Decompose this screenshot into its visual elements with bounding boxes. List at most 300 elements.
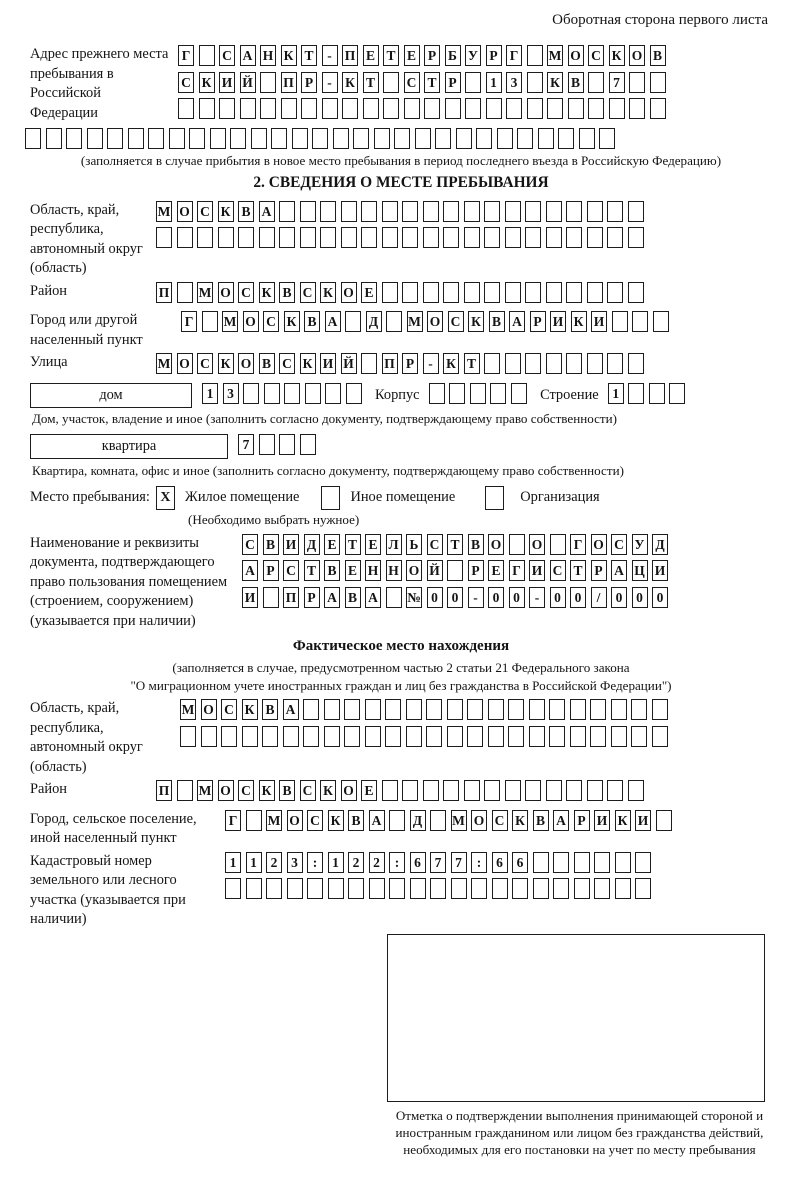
char-cell <box>484 780 500 801</box>
char-cell: Е <box>488 560 504 581</box>
char-cell <box>464 227 480 248</box>
char-cell <box>426 726 442 747</box>
char-cell: К <box>615 810 631 831</box>
char-cell: Ь <box>406 534 422 555</box>
char-cell: С <box>263 311 279 332</box>
char-cell <box>484 353 500 374</box>
char-cell: 0 <box>488 587 504 608</box>
char-cell: С <box>197 353 213 374</box>
char-cell: : <box>307 852 323 873</box>
char-cell <box>628 282 644 303</box>
char-cell: В <box>324 560 340 581</box>
char-cell: П <box>156 780 172 801</box>
char-cell: А <box>325 311 341 332</box>
char-cell <box>374 128 390 149</box>
char-cell <box>394 128 410 149</box>
char-cell <box>423 780 439 801</box>
apartment-type-input: квартира <box>30 434 228 459</box>
prev-address-note: (заполняется в случае прибытия в новое место пребывания в период последнего въезда в Российскую Федерацию) <box>80 152 722 168</box>
korpus-boxes <box>429 383 532 404</box>
cadastral-label: Кадастровый номер земельного или лесного участка (указывается при наличии) <box>30 852 186 927</box>
field-prev-address <box>30 45 772 125</box>
char-cell <box>574 852 590 873</box>
prev-address-row-1 <box>178 45 670 66</box>
char-cell: К <box>284 311 300 332</box>
char-cell: Е <box>404 45 420 66</box>
char-cell: Б <box>445 45 461 66</box>
char-cell: С <box>611 534 627 555</box>
char-cell: Е <box>365 534 381 555</box>
char-cell: Т <box>345 534 361 555</box>
char-cell: С <box>283 560 299 581</box>
char-cell: О <box>341 780 357 801</box>
char-cell <box>177 780 193 801</box>
char-cell <box>279 434 295 455</box>
char-cell: С <box>242 534 258 555</box>
char-cell: О <box>406 560 422 581</box>
char-cell <box>594 852 610 873</box>
char-cell <box>230 128 246 149</box>
char-cell <box>607 780 623 801</box>
char-cell <box>242 726 258 747</box>
char-cell <box>570 699 586 720</box>
char-cell <box>490 383 506 404</box>
char-cell <box>611 699 627 720</box>
char-cell: М <box>180 699 196 720</box>
char-cell: И <box>529 560 545 581</box>
char-cell: С <box>307 810 323 831</box>
char-cell <box>609 98 625 119</box>
char-cell: А <box>240 45 256 66</box>
stay-type-note: (Необходимо выбрать нужное) <box>188 511 360 527</box>
char-cell <box>312 128 328 149</box>
char-cell <box>423 282 439 303</box>
char-cell <box>382 227 398 248</box>
char-cell: С <box>492 810 508 831</box>
char-cell <box>199 98 215 119</box>
char-cell: Т <box>424 72 440 93</box>
char-cell: 6 <box>512 852 528 873</box>
char-cell <box>307 878 323 899</box>
char-cell: Р <box>263 560 279 581</box>
char-cell: Т <box>383 45 399 66</box>
char-cell <box>508 699 524 720</box>
char-cell: В <box>468 534 484 555</box>
char-cell <box>525 201 541 222</box>
section2-title: 2. СВЕДЕНИЯ О МЕСТЕ ПРЕБЫВАНИЯ <box>253 173 549 191</box>
char-cell: Т <box>301 45 317 66</box>
char-cell <box>443 227 459 248</box>
char-cell <box>471 878 487 899</box>
char-cell <box>649 383 665 404</box>
char-cell <box>547 98 563 119</box>
char-cell: С <box>300 780 316 801</box>
char-cell: К <box>342 72 358 93</box>
char-cell: П <box>342 45 358 66</box>
char-cell <box>574 878 590 899</box>
char-cell: А <box>553 810 569 831</box>
char-cell: В <box>279 282 295 303</box>
char-cell <box>238 227 254 248</box>
city-row <box>181 311 673 332</box>
char-cell: Д <box>410 810 426 831</box>
char-cell <box>607 201 623 222</box>
char-cell: О <box>591 534 607 555</box>
char-cell <box>484 227 500 248</box>
char-cell: 1 <box>246 852 262 873</box>
char-cell <box>566 227 582 248</box>
char-cell: В <box>568 72 584 93</box>
char-cell <box>486 98 502 119</box>
char-cell: С <box>300 282 316 303</box>
city-label: Город или другой населенный пункт <box>30 312 143 348</box>
char-cell: № <box>406 587 422 608</box>
char-cell <box>525 780 541 801</box>
char-cell <box>631 726 647 747</box>
field-house <box>30 383 772 410</box>
char-cell: В <box>489 311 505 332</box>
char-cell: С <box>279 353 295 374</box>
char-cell <box>566 282 582 303</box>
char-cell <box>588 72 604 93</box>
char-cell <box>303 726 319 747</box>
char-cell: 0 <box>611 587 627 608</box>
char-cell <box>225 878 241 899</box>
char-cell <box>549 726 565 747</box>
city-2-row <box>225 810 676 831</box>
char-cell <box>566 201 582 222</box>
char-cell: В <box>345 587 361 608</box>
char-cell <box>363 98 379 119</box>
char-cell: С <box>238 780 254 801</box>
char-cell <box>443 282 459 303</box>
char-cell <box>279 201 295 222</box>
char-cell <box>652 699 668 720</box>
char-cell: Р <box>301 72 317 93</box>
char-cell <box>525 353 541 374</box>
char-cell: К <box>281 45 297 66</box>
char-cell: Ц <box>632 560 648 581</box>
char-cell <box>465 72 481 93</box>
char-cell <box>615 852 631 873</box>
apartment-note: Квартира, комната, офис и иное (заполнить согласно документу, подтверждающему право собственности) <box>32 462 624 478</box>
char-cell: К <box>547 72 563 93</box>
char-cell <box>628 353 644 374</box>
char-cell: И <box>219 72 235 93</box>
char-cell: Г <box>509 560 525 581</box>
char-cell <box>607 353 623 374</box>
char-cell <box>488 699 504 720</box>
house-type-input: дом <box>30 383 192 408</box>
char-cell: - <box>423 353 439 374</box>
char-cell: О <box>568 45 584 66</box>
char-cell: : <box>389 852 405 873</box>
char-cell <box>424 98 440 119</box>
char-cell: К <box>199 72 215 93</box>
char-cell <box>587 201 603 222</box>
char-cell <box>246 810 262 831</box>
char-cell: Н <box>386 560 402 581</box>
char-cell <box>333 128 349 149</box>
field-district-2 <box>30 780 772 807</box>
char-cell <box>505 780 521 801</box>
char-cell <box>251 128 267 149</box>
char-cell: М <box>156 201 172 222</box>
char-cell: Р <box>304 587 320 608</box>
char-cell <box>382 282 398 303</box>
char-cell: 2 <box>369 852 385 873</box>
char-cell <box>447 560 463 581</box>
stroenie-label: Строение <box>540 386 599 403</box>
char-cell <box>346 383 362 404</box>
char-cell <box>590 699 606 720</box>
char-cell <box>533 878 549 899</box>
char-cell: Г <box>178 45 194 66</box>
char-cell: О <box>218 780 234 801</box>
char-cell: 0 <box>447 587 463 608</box>
char-cell <box>529 726 545 747</box>
char-cell <box>263 587 279 608</box>
char-cell: М <box>407 311 423 332</box>
char-cell <box>615 878 631 899</box>
char-cell: / <box>591 587 607 608</box>
char-cell <box>631 699 647 720</box>
char-cell <box>546 227 562 248</box>
char-cell: 7 <box>238 434 254 455</box>
char-cell <box>262 726 278 747</box>
char-cell <box>342 98 358 119</box>
char-cell <box>301 98 317 119</box>
char-cell <box>447 699 463 720</box>
char-cell: 0 <box>652 587 668 608</box>
char-cell <box>549 699 565 720</box>
char-cell <box>628 227 644 248</box>
char-cell <box>66 128 82 149</box>
char-cell: С <box>427 534 443 555</box>
char-cell: К <box>242 699 258 720</box>
char-cell <box>328 878 344 899</box>
char-cell <box>525 227 541 248</box>
char-cell <box>300 434 316 455</box>
char-cell: Е <box>363 45 379 66</box>
char-cell <box>259 434 275 455</box>
char-cell <box>435 128 451 149</box>
char-cell: 2 <box>266 852 282 873</box>
char-cell: Й <box>240 72 256 93</box>
char-cell <box>558 128 574 149</box>
char-cell <box>464 282 480 303</box>
char-cell: К <box>571 311 587 332</box>
char-cell <box>260 98 276 119</box>
char-cell <box>429 383 445 404</box>
char-cell: А <box>365 587 381 608</box>
char-cell <box>635 878 651 899</box>
char-cell <box>259 227 275 248</box>
char-cell <box>467 726 483 747</box>
char-cell: В <box>650 45 666 66</box>
char-cell <box>484 201 500 222</box>
field-street <box>30 353 772 380</box>
char-cell: М <box>156 353 172 374</box>
house-note: Дом, участок, владение и иное (заполнить согласно документу, подтверждающему право собственности) <box>32 411 618 426</box>
field-region-2 <box>30 699 772 777</box>
char-cell: К <box>468 311 484 332</box>
char-cell <box>383 72 399 93</box>
char-cell <box>590 726 606 747</box>
char-cell: К <box>259 282 275 303</box>
char-cell <box>402 282 418 303</box>
char-cell: Р <box>402 353 418 374</box>
korpus-label: Корпус <box>375 386 420 403</box>
char-cell <box>300 201 316 222</box>
char-cell: 3 <box>223 383 239 404</box>
char-cell: К <box>259 780 275 801</box>
char-cell <box>579 128 595 149</box>
char-cell: Р <box>424 45 440 66</box>
char-cell: Р <box>591 560 607 581</box>
char-cell <box>505 227 521 248</box>
char-cell <box>607 282 623 303</box>
char-cell <box>553 852 569 873</box>
char-cell <box>148 128 164 149</box>
char-cell: С <box>550 560 566 581</box>
char-cell: А <box>324 587 340 608</box>
char-cell: - <box>529 587 545 608</box>
char-cell: А <box>369 810 385 831</box>
char-cell <box>361 201 377 222</box>
char-cell <box>365 726 381 747</box>
cadastral-row-1 <box>225 852 656 873</box>
char-cell: В <box>238 201 254 222</box>
char-cell <box>570 726 586 747</box>
document-label: Наименование и реквизиты документа, подтверждающего право пользования помещением (строением, сооружением) (указывается при наличии) <box>30 534 228 629</box>
char-cell: И <box>320 353 336 374</box>
region-row-2 <box>156 227 648 248</box>
street-label: Улица <box>30 354 68 370</box>
char-cell: Н <box>365 560 381 581</box>
char-cell: 0 <box>427 587 443 608</box>
char-cell <box>430 878 446 899</box>
char-cell <box>246 878 262 899</box>
char-cell <box>509 534 525 555</box>
field-document <box>30 534 772 632</box>
char-cell: Н <box>260 45 276 66</box>
char-cell: Е <box>345 560 361 581</box>
field-district <box>30 282 772 309</box>
char-cell <box>386 311 402 332</box>
char-cell: Е <box>361 780 377 801</box>
char-cell: П <box>156 282 172 303</box>
char-cell: 3 <box>506 72 522 93</box>
char-cell: 0 <box>550 587 566 608</box>
char-cell: 1 <box>225 852 241 873</box>
char-cell <box>587 227 603 248</box>
char-cell <box>476 128 492 149</box>
char-cell <box>369 878 385 899</box>
char-cell <box>402 201 418 222</box>
char-cell <box>538 128 554 149</box>
char-cell <box>464 780 480 801</box>
char-cell <box>201 726 217 747</box>
char-cell: М <box>547 45 563 66</box>
stamp-area <box>387 934 772 1158</box>
char-cell: 0 <box>509 587 525 608</box>
apartment-number-boxes <box>238 434 320 455</box>
char-cell: В <box>263 534 279 555</box>
stroenie-boxes <box>608 383 690 404</box>
char-cell <box>361 227 377 248</box>
char-cell: Т <box>464 353 480 374</box>
char-cell: О <box>218 282 234 303</box>
district-2-label: Район <box>30 781 67 797</box>
char-cell <box>464 201 480 222</box>
char-cell: Г <box>225 810 241 831</box>
field-city-2 <box>30 810 772 849</box>
char-cell <box>611 726 627 747</box>
char-cell <box>456 128 472 149</box>
char-cell: Т <box>447 534 463 555</box>
char-cell <box>527 45 543 66</box>
char-cell <box>348 878 364 899</box>
char-cell <box>566 353 582 374</box>
char-cell <box>341 227 357 248</box>
char-cell: Р <box>486 45 502 66</box>
char-cell: Е <box>324 534 340 555</box>
char-cell <box>656 810 672 831</box>
field-cadastral <box>30 852 772 930</box>
char-cell <box>553 878 569 899</box>
char-cell: В <box>533 810 549 831</box>
char-cell: 1 <box>202 383 218 404</box>
char-cell <box>361 353 377 374</box>
char-cell: 6 <box>492 852 508 873</box>
checkbox-org <box>485 486 504 510</box>
char-cell <box>449 383 465 404</box>
char-cell: С <box>221 699 237 720</box>
document-row-3 <box>242 587 673 608</box>
char-cell: 7 <box>451 852 467 873</box>
char-cell <box>197 227 213 248</box>
prev-address-label: Адрес прежнего места пребывания в Российской Федерации <box>30 46 169 121</box>
char-cell <box>402 780 418 801</box>
char-cell <box>177 227 193 248</box>
char-cell <box>492 878 508 899</box>
field-stay-type <box>30 486 772 510</box>
stamp-caption: Отметка о подтверждении выполнения принимающей стороной и иностранным гражданином или лицом без гражданства действий, необходимых для его постановки на учет по месту пребывания <box>395 1107 764 1157</box>
char-cell <box>508 726 524 747</box>
char-cell <box>652 726 668 747</box>
char-cell <box>587 282 603 303</box>
char-cell <box>506 98 522 119</box>
char-cell <box>628 383 644 404</box>
char-cell <box>279 227 295 248</box>
char-cell: Л <box>386 534 402 555</box>
char-cell: 1 <box>608 383 624 404</box>
stamp-box <box>387 934 765 1102</box>
char-cell <box>87 128 103 149</box>
char-cell <box>260 72 276 93</box>
char-cell <box>300 227 316 248</box>
char-cell <box>322 98 338 119</box>
char-cell <box>386 587 402 608</box>
char-cell <box>385 699 401 720</box>
char-cell: М <box>197 282 213 303</box>
char-cell: О <box>201 699 217 720</box>
char-cell: Е <box>361 282 377 303</box>
char-cell <box>426 699 442 720</box>
char-cell <box>406 726 422 747</box>
char-cell <box>210 128 226 149</box>
